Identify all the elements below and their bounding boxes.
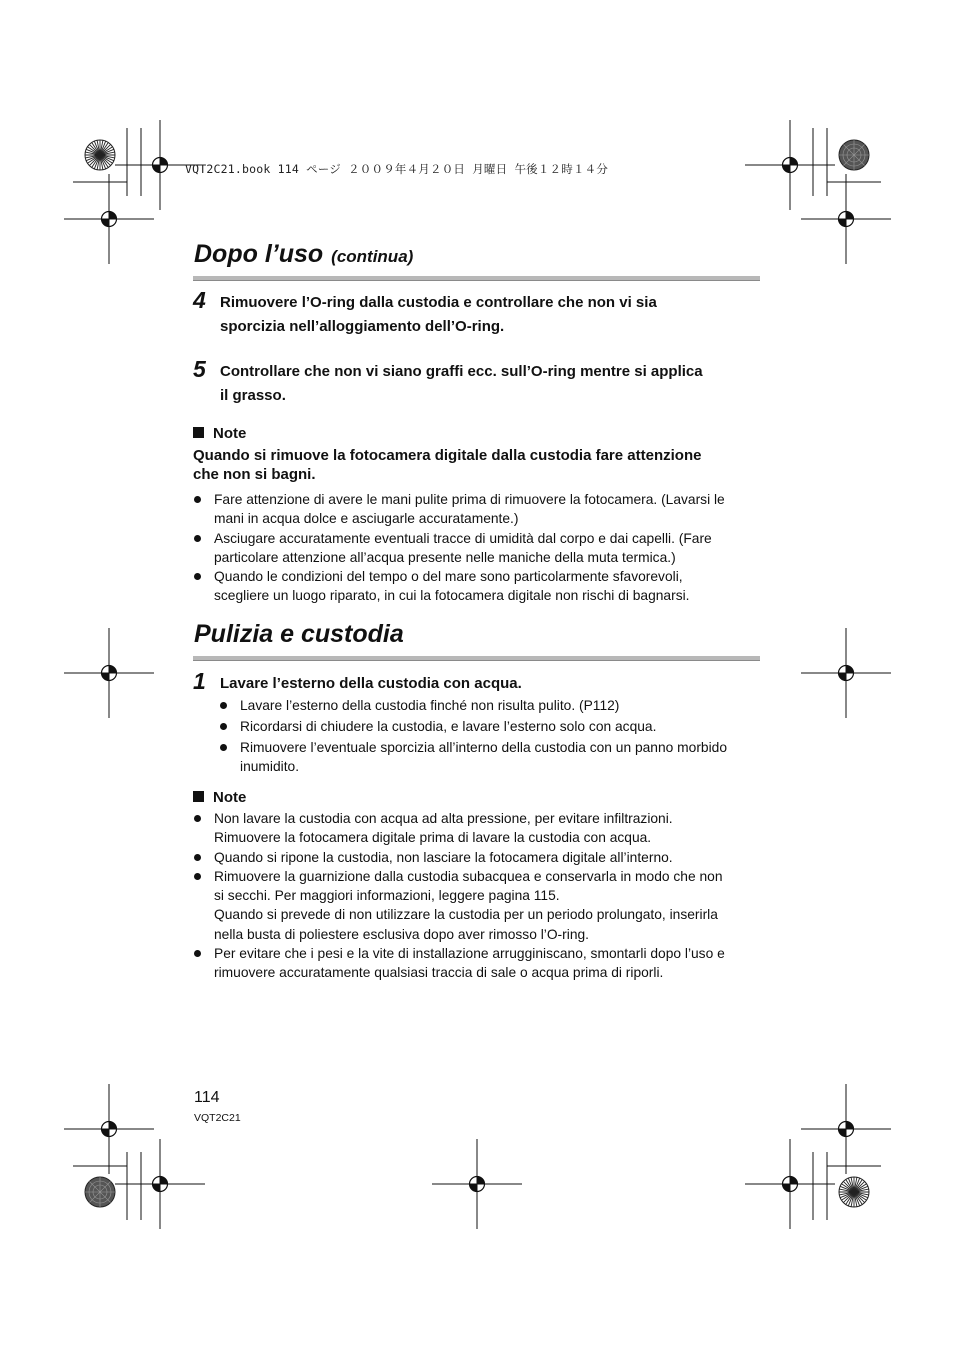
step-number: 4: [193, 287, 206, 313]
section-title-text: Pulizia e custodia: [194, 620, 404, 648]
step-text-line: sporcizia nell’alloggiamento dell’O-ring.: [220, 318, 505, 335]
list-item: [193, 867, 768, 944]
bullet-dot-icon: [194, 815, 201, 822]
square-bullet-icon: [193, 427, 204, 438]
step-text: Lavare l’esterno della custodia con acqua.: [220, 675, 522, 692]
list-item-line: scegliere un luogo riparato, in cui la fotocamera digitale non rischi di bagnarsi.: [214, 588, 690, 604]
section-subtitle: (continua): [331, 247, 414, 266]
list-item: [193, 848, 768, 867]
list-item-line: Rimuovere la guarnizione dalla custodia subacquea e conservarla in modo che non: [214, 868, 723, 884]
bullet-dot-icon: [220, 702, 227, 709]
step-5: [193, 356, 768, 408]
list-item-line: Quando le condizioni del tempo o del mare sono particolarmente sfavorevoli,: [214, 569, 683, 585]
list-item-line: inumidito.: [240, 758, 300, 774]
list-item-line: Quando si prevede di non utilizzare la custodia per un periodo prolungato, inserirla: [214, 907, 718, 923]
section-rule: [193, 276, 760, 281]
step-text-line: Rimuovere l’O-ring dalla custodia e controllare che non vi sia: [220, 294, 657, 311]
square-bullet-icon: [193, 791, 204, 802]
list-item-line: Quando si ripone la custodia, non lasciare la fotocamera digitale all’interno.: [214, 849, 673, 865]
step-1: [193, 668, 768, 696]
list-item-line: particolare attenzione all’acqua presente nelle maniche della muta termica.): [214, 549, 676, 565]
note-heading: [193, 789, 246, 806]
section-title-text: Dopo l’uso: [194, 240, 324, 268]
document-code: VQT2C21: [194, 1112, 241, 1124]
list-item: [193, 567, 768, 606]
list-item-line: si secchi. Per maggiori informazioni, leggere pagina 115.: [214, 888, 560, 904]
list-item-line: rimuovere accuratamente qualsiasi traccia di sale o acqua prima di riporli.: [214, 965, 664, 981]
note-warning: [193, 446, 763, 484]
list-item-line: Rimuovere l’eventuale sporcizia all’interno della custodia con un panno morbido: [240, 739, 728, 755]
bullet-dot-icon: [220, 744, 227, 751]
note-heading: [193, 425, 246, 442]
bullet-dot-icon: [194, 854, 201, 861]
list-item: [219, 738, 768, 777]
list-item-line: Rimuovere la fotocamera digitale prima di lavare la custodia con acqua.: [214, 830, 652, 846]
list-item: [219, 717, 768, 736]
list-item-line: Ricordarsi di chiudere la custodia, e lavare l’esterno solo con acqua.: [240, 718, 657, 734]
bullet-dot-icon: [194, 950, 201, 957]
step-text-line: il grasso.: [220, 387, 286, 404]
step-text: [220, 291, 768, 339]
note-bullet-list: [193, 490, 768, 606]
section-title-dopo-luso: [194, 240, 413, 269]
list-item-line: Fare attenzione di avere le mani pulite prima di rimuovere la fotocamera. (Lavarsi le: [214, 492, 725, 507]
step-text-line: Controllare che non vi siano graffi ecc. sull’O-ring mentre si applica: [220, 363, 703, 380]
step-4: [193, 287, 768, 339]
list-item-line: Per evitare che i pesi e la vite di installazione arrugginiscano, smontarli dopo l’uso e: [214, 946, 725, 962]
note-label: Note: [213, 789, 247, 806]
print-info-header: VQT2C21.book 114 ページ ２００９年４月２０日 月曜日 午後１２時１４分: [185, 162, 609, 176]
step-text: [220, 360, 768, 408]
note-warning-line: Quando si rimuove la fotocamera digitale dalla custodia fare attenzione: [193, 447, 702, 464]
list-item: [193, 490, 768, 529]
list-item-line: Lavare l’esterno della custodia finché non risulta pulito. (P112): [240, 698, 620, 713]
list-item-line: Asciugare accuratamente eventuali tracce di umidità dal corpo e dai capelli. (Fare: [214, 530, 712, 546]
step-number: 5: [193, 356, 206, 382]
list-item-line: nella busta di poliestere esclusiva dopo aver rimosso l’O-ring.: [214, 926, 589, 942]
list-item-line: Non lavare la custodia con acqua ad alta pressione, per evitare infiltrazioni.: [214, 811, 673, 826]
bullet-dot-icon: [194, 573, 201, 580]
list-item: [193, 944, 768, 983]
step-bullet-list: [219, 696, 768, 776]
list-item: [193, 809, 768, 848]
note-warning-line: che non si bagni.: [193, 466, 316, 483]
page-number: 114: [194, 1089, 220, 1106]
list-item: [193, 529, 768, 568]
bullet-dot-icon: [194, 496, 201, 503]
list-item: [219, 696, 768, 715]
bullet-dot-icon: [194, 873, 201, 880]
list-item-line: mani in acqua dolce e asciugarle accuratamente.): [214, 511, 519, 527]
bullet-dot-icon: [194, 535, 201, 542]
section-rule: [193, 656, 760, 661]
step-number: 1: [193, 668, 206, 694]
section-title-pulizia: [194, 620, 404, 649]
note-bullet-list: [193, 809, 768, 983]
note-label: Note: [213, 425, 247, 442]
bullet-dot-icon: [220, 723, 227, 730]
